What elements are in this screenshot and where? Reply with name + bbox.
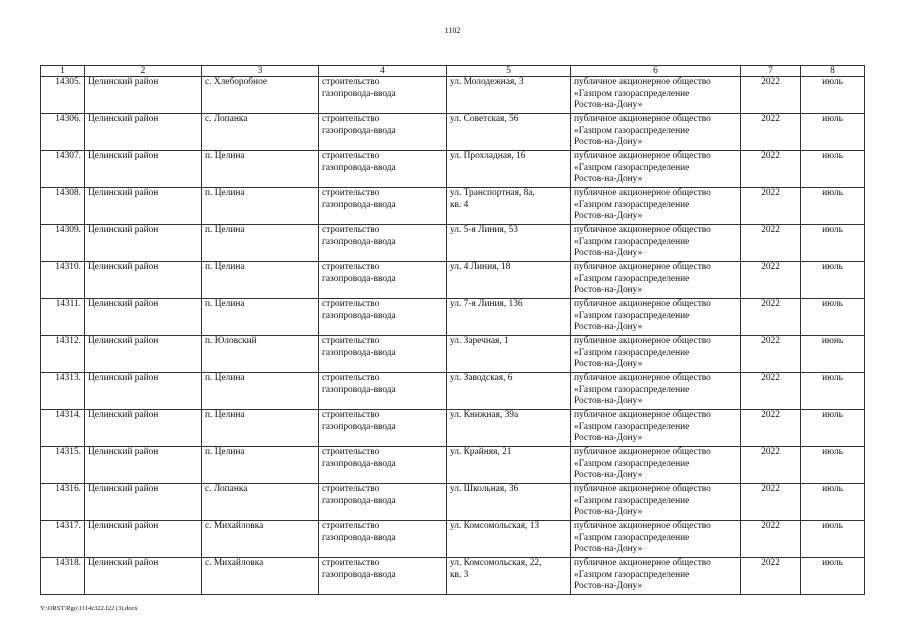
organization-cell bbox=[571, 151, 741, 188]
work-type-cell-line: строительство bbox=[322, 447, 380, 457]
organization-cell-line: Ростов-на-Дону» bbox=[574, 359, 643, 370]
organization-cell-line: «Газпром газораспределение bbox=[574, 236, 690, 247]
organization-cell-line: Ростов-на-Дону» bbox=[574, 248, 643, 259]
month-cell: июль bbox=[801, 447, 865, 484]
work-type-cell bbox=[319, 336, 447, 373]
address-cell-line: ул. Заречная, 1 bbox=[450, 336, 509, 346]
month-cell: июль bbox=[801, 521, 865, 558]
row-number-cell: 14317. bbox=[41, 521, 85, 558]
row-number-cell: 14314. bbox=[41, 410, 85, 447]
work-type-cell-line: строительство bbox=[322, 373, 380, 383]
column-header: 8 bbox=[801, 66, 865, 77]
work-type-cell-line: строительство bbox=[322, 114, 380, 124]
organization-cell-line: публичное акционерное общество bbox=[574, 77, 711, 87]
month-cell: июль bbox=[801, 299, 865, 336]
organization-cell-line: Ростов-на-Дону» bbox=[574, 396, 643, 407]
settlement-cell: п. Целина bbox=[202, 299, 319, 336]
row-number-cell: 14305. bbox=[41, 77, 85, 114]
row-number-cell: 14310. bbox=[41, 262, 85, 299]
row-number-cell: 14313. bbox=[41, 373, 85, 410]
settlement-cell: п. Целина bbox=[202, 225, 319, 262]
organization-cell bbox=[571, 373, 741, 410]
district-cell: Целинский район bbox=[85, 188, 202, 225]
address-cell-line: ул. Советская, 56 bbox=[450, 114, 519, 124]
work-type-cell-line: газопровода-ввода bbox=[322, 421, 396, 432]
organization-cell-line: «Газпром газораспределение bbox=[574, 125, 690, 136]
organization-cell-line: Ростов-на-Дону» bbox=[574, 137, 643, 148]
organization-cell-line: Ростов-на-Дону» bbox=[574, 211, 643, 222]
organization-cell-line: Ростов-на-Дону» bbox=[574, 470, 643, 481]
organization-cell-line: Ростов-на-Дону» bbox=[574, 285, 643, 296]
address-cell bbox=[447, 410, 571, 447]
organization-cell-line: публичное акционерное общество bbox=[574, 410, 711, 420]
organization-cell-line: Ростов-на-Дону» bbox=[574, 433, 643, 444]
month-cell: июль bbox=[801, 558, 865, 595]
work-type-cell bbox=[319, 225, 447, 262]
column-header: 5 bbox=[447, 66, 571, 77]
district-cell: Целинский район bbox=[85, 373, 202, 410]
table-row bbox=[41, 114, 865, 151]
year-cell: 2022 bbox=[741, 484, 801, 521]
work-type-cell bbox=[319, 77, 447, 114]
year-cell: 2022 bbox=[741, 299, 801, 336]
year-cell: 2022 bbox=[741, 447, 801, 484]
address-cell bbox=[447, 188, 571, 225]
settlement-cell: с. Михайловка bbox=[202, 521, 319, 558]
footer-file-path: Y:\ORST\Rgo\1114z322.f22 (3).docx bbox=[40, 605, 138, 612]
year-cell: 2022 bbox=[741, 558, 801, 595]
work-type-cell-line: газопровода-ввода bbox=[322, 495, 396, 506]
organization-cell bbox=[571, 114, 741, 151]
district-cell: Целинский район bbox=[85, 521, 202, 558]
organization-cell bbox=[571, 188, 741, 225]
organization-cell-line: публичное акционерное общество bbox=[574, 188, 711, 198]
work-type-cell-line: строительство bbox=[322, 151, 380, 161]
district-cell: Целинский район bbox=[85, 262, 202, 299]
organization-cell-line: «Газпром газораспределение bbox=[574, 421, 690, 432]
column-header: 2 bbox=[85, 66, 202, 77]
month-cell: июль bbox=[801, 262, 865, 299]
address-cell-line: кв. 4 bbox=[450, 199, 469, 210]
organization-cell-line: «Газпром газораспределение bbox=[574, 532, 690, 543]
month-cell: июль bbox=[801, 373, 865, 410]
table-row bbox=[41, 262, 865, 299]
work-type-cell bbox=[319, 484, 447, 521]
column-header: 6 bbox=[571, 66, 741, 77]
address-cell bbox=[447, 484, 571, 521]
organization-cell-line: публичное акционерное общество bbox=[574, 484, 711, 494]
organization-cell bbox=[571, 299, 741, 336]
work-type-cell-line: газопровода-ввода bbox=[322, 569, 396, 580]
row-number-cell: 14309. bbox=[41, 225, 85, 262]
organization-cell bbox=[571, 77, 741, 114]
work-type-cell-line: газопровода-ввода bbox=[322, 310, 396, 321]
table-row bbox=[41, 225, 865, 262]
address-cell bbox=[447, 262, 571, 299]
organization-cell bbox=[571, 521, 741, 558]
work-type-cell-line: строительство bbox=[322, 188, 380, 198]
organization-cell-line: публичное акционерное общество bbox=[574, 225, 711, 235]
organization-cell-line: «Газпром газораспределение bbox=[574, 310, 690, 321]
work-type-cell-line: газопровода-ввода bbox=[322, 199, 396, 210]
organization-cell-line: «Газпром газораспределение bbox=[574, 458, 690, 469]
work-type-cell-line: газопровода-ввода bbox=[322, 384, 396, 395]
work-type-cell-line: газопровода-ввода bbox=[322, 532, 396, 543]
row-number-cell: 14307. bbox=[41, 151, 85, 188]
work-type-cell bbox=[319, 262, 447, 299]
work-type-cell-line: строительство bbox=[322, 484, 380, 494]
month-cell: июль bbox=[801, 114, 865, 151]
table-row bbox=[41, 558, 865, 595]
year-cell: 2022 bbox=[741, 114, 801, 151]
organization-cell-line: публичное акционерное общество bbox=[574, 114, 711, 124]
table-row bbox=[41, 373, 865, 410]
row-number-cell: 14318. bbox=[41, 558, 85, 595]
settlement-cell: с. Михайловка bbox=[202, 558, 319, 595]
work-type-cell bbox=[319, 114, 447, 151]
address-cell bbox=[447, 373, 571, 410]
table-row bbox=[41, 447, 865, 484]
organization-cell-line: публичное акционерное общество bbox=[574, 336, 711, 346]
address-cell-line: ул. Заводская, 6 bbox=[450, 373, 513, 383]
organization-cell bbox=[571, 225, 741, 262]
organization-cell bbox=[571, 447, 741, 484]
document-table bbox=[40, 65, 865, 595]
table-row bbox=[41, 521, 865, 558]
district-cell: Целинский район bbox=[85, 225, 202, 262]
table-body bbox=[41, 77, 865, 595]
address-cell-line: ул. Школьная, 36 bbox=[450, 484, 519, 494]
organization-cell bbox=[571, 262, 741, 299]
month-cell: июль bbox=[801, 151, 865, 188]
work-type-cell bbox=[319, 151, 447, 188]
address-cell-line: ул. Книжная, 39а bbox=[450, 410, 519, 420]
organization-cell-line: «Газпром газораспределение bbox=[574, 384, 690, 395]
row-number-cell: 14311. bbox=[41, 299, 85, 336]
district-cell: Целинский район bbox=[85, 336, 202, 373]
address-cell-line: ул. 7-я Линия, 136 bbox=[450, 299, 523, 309]
column-header: 3 bbox=[202, 66, 319, 77]
address-cell bbox=[447, 114, 571, 151]
work-type-cell-line: газопровода-ввода bbox=[322, 347, 396, 358]
organization-cell-line: Ростов-на-Дону» bbox=[574, 544, 643, 555]
district-cell: Целинский район bbox=[85, 558, 202, 595]
work-type-cell-line: газопровода-ввода bbox=[322, 88, 396, 99]
address-cell bbox=[447, 521, 571, 558]
organization-cell-line: публичное акционерное общество bbox=[574, 262, 711, 272]
work-type-cell-line: строительство bbox=[322, 77, 380, 87]
page-number: 1102 bbox=[444, 26, 461, 35]
organization-cell-line: «Газпром газораспределение bbox=[574, 162, 690, 173]
year-cell: 2022 bbox=[741, 373, 801, 410]
organization-cell-line: «Газпром газораспределение bbox=[574, 495, 690, 506]
organization-cell-line: «Газпром газораспределение bbox=[574, 569, 690, 580]
settlement-cell: с. Лопанка bbox=[202, 484, 319, 521]
organization-cell-line: Ростов-на-Дону» bbox=[574, 322, 643, 333]
address-cell-line: ул. Комсомольская, 22, bbox=[450, 558, 542, 568]
district-cell: Целинский район bbox=[85, 77, 202, 114]
work-type-cell bbox=[319, 410, 447, 447]
settlement-cell: п. Целина bbox=[202, 447, 319, 484]
settlement-cell: с. Хлеборобное bbox=[202, 77, 319, 114]
month-cell: июль bbox=[801, 225, 865, 262]
address-cell bbox=[447, 225, 571, 262]
work-type-cell bbox=[319, 521, 447, 558]
organization-cell-line: «Газпром газораспределение bbox=[574, 199, 690, 210]
table-row bbox=[41, 484, 865, 521]
column-header: 1 bbox=[41, 66, 85, 77]
address-cell bbox=[447, 336, 571, 373]
organization-cell-line: «Газпром газораспределение bbox=[574, 347, 690, 358]
year-cell: 2022 bbox=[741, 188, 801, 225]
work-type-cell-line: газопровода-ввода bbox=[322, 162, 396, 173]
year-cell: 2022 bbox=[741, 151, 801, 188]
organization-cell bbox=[571, 410, 741, 447]
table-row bbox=[41, 151, 865, 188]
settlement-cell: п. Целина bbox=[202, 188, 319, 225]
work-type-cell-line: строительство bbox=[322, 558, 380, 568]
organization-cell bbox=[571, 558, 741, 595]
organization-cell-line: публичное акционерное общество bbox=[574, 558, 711, 568]
organization-cell-line: «Газпром газораспределение bbox=[574, 88, 690, 99]
work-type-cell-line: газопровода-ввода bbox=[322, 273, 396, 284]
settlement-cell: п. Целина bbox=[202, 151, 319, 188]
work-type-cell bbox=[319, 188, 447, 225]
work-type-cell-line: строительство bbox=[322, 521, 380, 531]
district-cell: Целинский район bbox=[85, 151, 202, 188]
address-cell-line: ул. Молодежная, 3 bbox=[450, 77, 524, 87]
work-type-cell bbox=[319, 373, 447, 410]
month-cell: июль bbox=[801, 410, 865, 447]
row-number-cell: 14306. bbox=[41, 114, 85, 151]
address-cell bbox=[447, 77, 571, 114]
address-cell bbox=[447, 447, 571, 484]
table-row bbox=[41, 188, 865, 225]
work-type-cell-line: строительство bbox=[322, 299, 380, 309]
year-cell: 2022 bbox=[741, 262, 801, 299]
work-type-cell-line: газопровода-ввода bbox=[322, 125, 396, 136]
year-cell: 2022 bbox=[741, 521, 801, 558]
settlement-cell: п. Юловский bbox=[202, 336, 319, 373]
organization-cell bbox=[571, 484, 741, 521]
table-row bbox=[41, 410, 865, 447]
organization-cell-line: публичное акционерное общество bbox=[574, 151, 711, 161]
district-cell: Целинский район bbox=[85, 299, 202, 336]
settlement-cell: с. Лопанка bbox=[202, 114, 319, 151]
month-cell: июль bbox=[801, 484, 865, 521]
district-cell: Целинский район bbox=[85, 484, 202, 521]
year-cell: 2022 bbox=[741, 336, 801, 373]
settlement-cell: п. Целина bbox=[202, 410, 319, 447]
address-cell-line: ул. Комсомольская, 13 bbox=[450, 521, 540, 531]
month-cell: июнь bbox=[801, 336, 865, 373]
year-cell: 2022 bbox=[741, 225, 801, 262]
table-row bbox=[41, 77, 865, 114]
organization-cell-line: Ростов-на-Дону» bbox=[574, 100, 643, 111]
table-row bbox=[41, 336, 865, 373]
address-cell bbox=[447, 558, 571, 595]
work-type-cell bbox=[319, 447, 447, 484]
organization-cell-line: публичное акционерное общество bbox=[574, 447, 711, 457]
address-cell-line: ул. 5-я Линия, 53 bbox=[450, 225, 518, 235]
year-cell: 2022 bbox=[741, 410, 801, 447]
address-cell-line: ул. Крайняя, 21 bbox=[450, 447, 512, 457]
organization-cell-line: Ростов-на-Дону» bbox=[574, 507, 643, 518]
organization-cell-line: публичное акционерное общество bbox=[574, 299, 711, 309]
address-cell bbox=[447, 299, 571, 336]
organization-cell-line: публичное акционерное общество bbox=[574, 521, 711, 531]
month-cell: июль bbox=[801, 77, 865, 114]
work-type-cell-line: строительство bbox=[322, 262, 380, 272]
address-cell bbox=[447, 151, 571, 188]
organization-cell-line: Ростов-на-Дону» bbox=[574, 174, 643, 185]
settlement-cell: п. Целина bbox=[202, 373, 319, 410]
row-number-cell: 14312. bbox=[41, 336, 85, 373]
row-number-cell: 14308. bbox=[41, 188, 85, 225]
district-cell: Целинский район bbox=[85, 114, 202, 151]
organization-cell-line: публичное акционерное общество bbox=[574, 373, 711, 383]
organization-cell bbox=[571, 336, 741, 373]
organization-cell-line: «Газпром газораспределение bbox=[574, 273, 690, 284]
address-cell-line: ул. Транспортная, 8а, bbox=[450, 188, 535, 198]
work-type-cell-line: газопровода-ввода bbox=[322, 236, 396, 247]
work-type-cell-line: газопровода-ввода bbox=[322, 458, 396, 469]
column-header: 4 bbox=[319, 66, 447, 77]
month-cell: июль bbox=[801, 188, 865, 225]
row-number-cell: 14315. bbox=[41, 447, 85, 484]
district-cell: Целинский район bbox=[85, 447, 202, 484]
settlement-cell: п. Целина bbox=[202, 262, 319, 299]
address-cell-line: ул. 4 Линия, 18 bbox=[450, 262, 511, 272]
organization-cell-line: Ростов-на-Дону» bbox=[574, 581, 643, 592]
work-type-cell-line: строительство bbox=[322, 225, 380, 235]
work-type-cell-line: строительство bbox=[322, 336, 380, 346]
work-type-cell bbox=[319, 299, 447, 336]
address-cell-line: ул. Прохладная, 16 bbox=[450, 151, 526, 161]
district-cell: Целинский район bbox=[85, 410, 202, 447]
work-type-cell-line: строительство bbox=[322, 410, 380, 420]
column-header: 7 bbox=[741, 66, 801, 77]
row-number-cell: 14316. bbox=[41, 484, 85, 521]
year-cell: 2022 bbox=[741, 77, 801, 114]
table-header-row bbox=[41, 66, 865, 77]
work-type-cell bbox=[319, 558, 447, 595]
address-cell-line: кв. 3 bbox=[450, 569, 469, 580]
table-row bbox=[41, 299, 865, 336]
